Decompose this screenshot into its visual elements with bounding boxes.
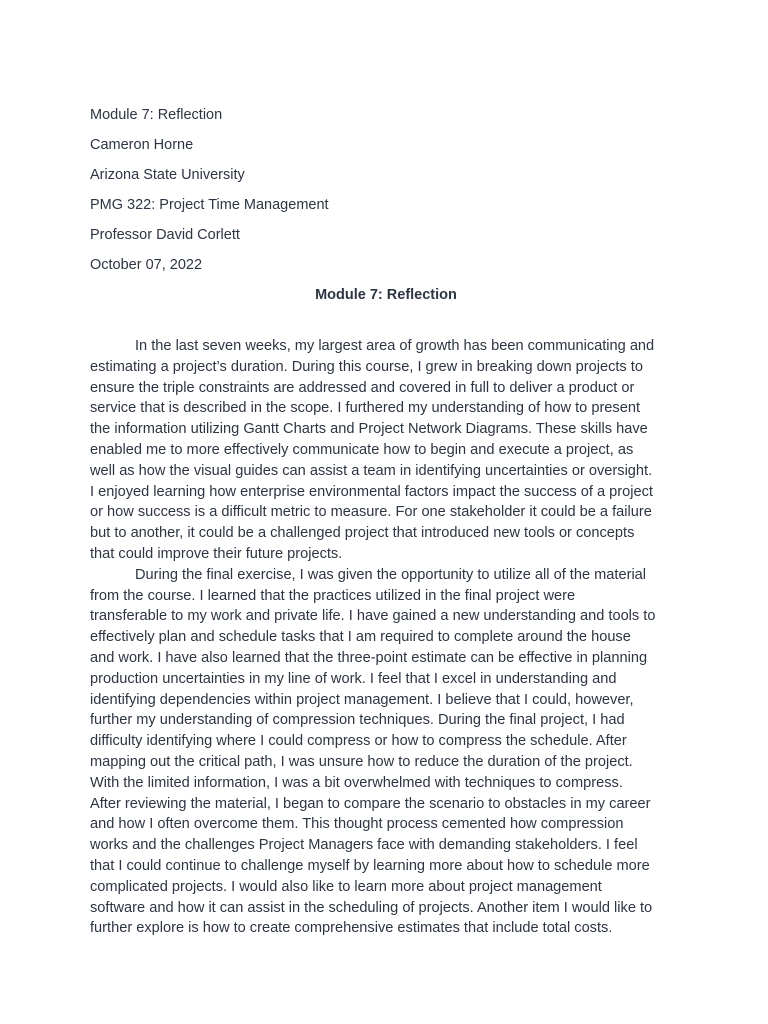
text-line: transferable to my work and private life. I have gained a new understanding and tools to	[90, 608, 656, 625]
text-line: During the final exercise, I was given the opportunity to utilize all of the material	[135, 566, 647, 583]
text-line: In the last seven weeks, my largest area of growth has been communicating and	[135, 338, 655, 354]
institution-line: Arizona State University	[90, 167, 245, 183]
author-line: Cameron Horne	[90, 137, 194, 153]
text-line: that could improve their future projects.	[90, 545, 343, 562]
text-line: complicated projects. I would also like to learn more about project management	[90, 878, 602, 895]
text-line: further my understanding of compression techniques. During the final project, I had	[90, 712, 625, 729]
text-line: software and how it can assist in the scheduling of projects. Another item I would like to	[90, 899, 653, 916]
text-line: I enjoyed learning how enterprise environmental factors impact the success of a project	[90, 483, 653, 500]
professor-line: Professor David Corlett	[90, 227, 240, 243]
text-line: enabled me to more effectively communicate how to begin and execute a project, as	[90, 441, 634, 458]
text-line: but to another, it could be a challenged project that introduced new tools or concepts	[90, 525, 635, 542]
text-line: well as how the visual guides can assist a team in identifying uncertainties or oversight.	[90, 462, 653, 479]
text-line: that I could continue to challenge myself by learning more about how to schedule more	[90, 857, 650, 874]
document-page	[90, 100, 682, 939]
text-line: from the course. I learned that the practices utilized in the final project were	[90, 587, 576, 604]
text-line: mapping out the critical path, I was unsure how to reduce the duration of the project.	[90, 753, 633, 770]
text-line: further explore is how to create comprehensive estimates that include total costs.	[90, 920, 613, 937]
text-line: difficulty identifying where I could compress or how to compress the schedule. After	[90, 733, 627, 750]
document-title: Module 7: Reflection	[315, 287, 457, 303]
text-line: effectively plan and schedule tasks that I am required to complete around the house	[90, 629, 631, 646]
text-line: estimating a project’s duration. During this course, I grew in breaking down projects to	[90, 358, 643, 375]
text-line: service that is described in the scope. I furthered my understanding of how to present	[90, 400, 641, 417]
paragraph-2	[90, 565, 682, 939]
text-line: production uncertainties in my line of work. I feel that I excel in understanding and	[90, 670, 617, 687]
text-line: and work. I have also learned that the three-point estimate can be effective in planning	[90, 649, 648, 666]
course-line: PMG 322: Project Time Management	[90, 197, 329, 213]
text-line: ensure the triple constraints are addressed and covered in full to deliver a product or	[90, 379, 635, 396]
text-line: With the limited information, I was a bit overwhelmed with techniques to compress.	[90, 774, 623, 791]
text-line: identifying dependencies within project management. I believe that I could, however,	[90, 691, 634, 708]
assignment-line: Module 7: Reflection	[90, 107, 223, 123]
text-line: After reviewing the material, I began to compare the scenario to obstacles in my career	[90, 795, 651, 812]
text-line: or how success is a difficult metric to measure. For one stakeholder it could be a failure	[90, 504, 652, 521]
text-line: works and the challenges Project Managers face with demanding stakeholders. I feel	[90, 837, 638, 854]
text-line: and how I often overcome them. This thought process cemented how compression	[90, 816, 624, 833]
paragraph-1	[90, 336, 682, 565]
date-line: October 07, 2022	[90, 257, 203, 273]
text-line: the information utilizing Gantt Charts and Project Network Diagrams. These skills have	[90, 421, 648, 438]
